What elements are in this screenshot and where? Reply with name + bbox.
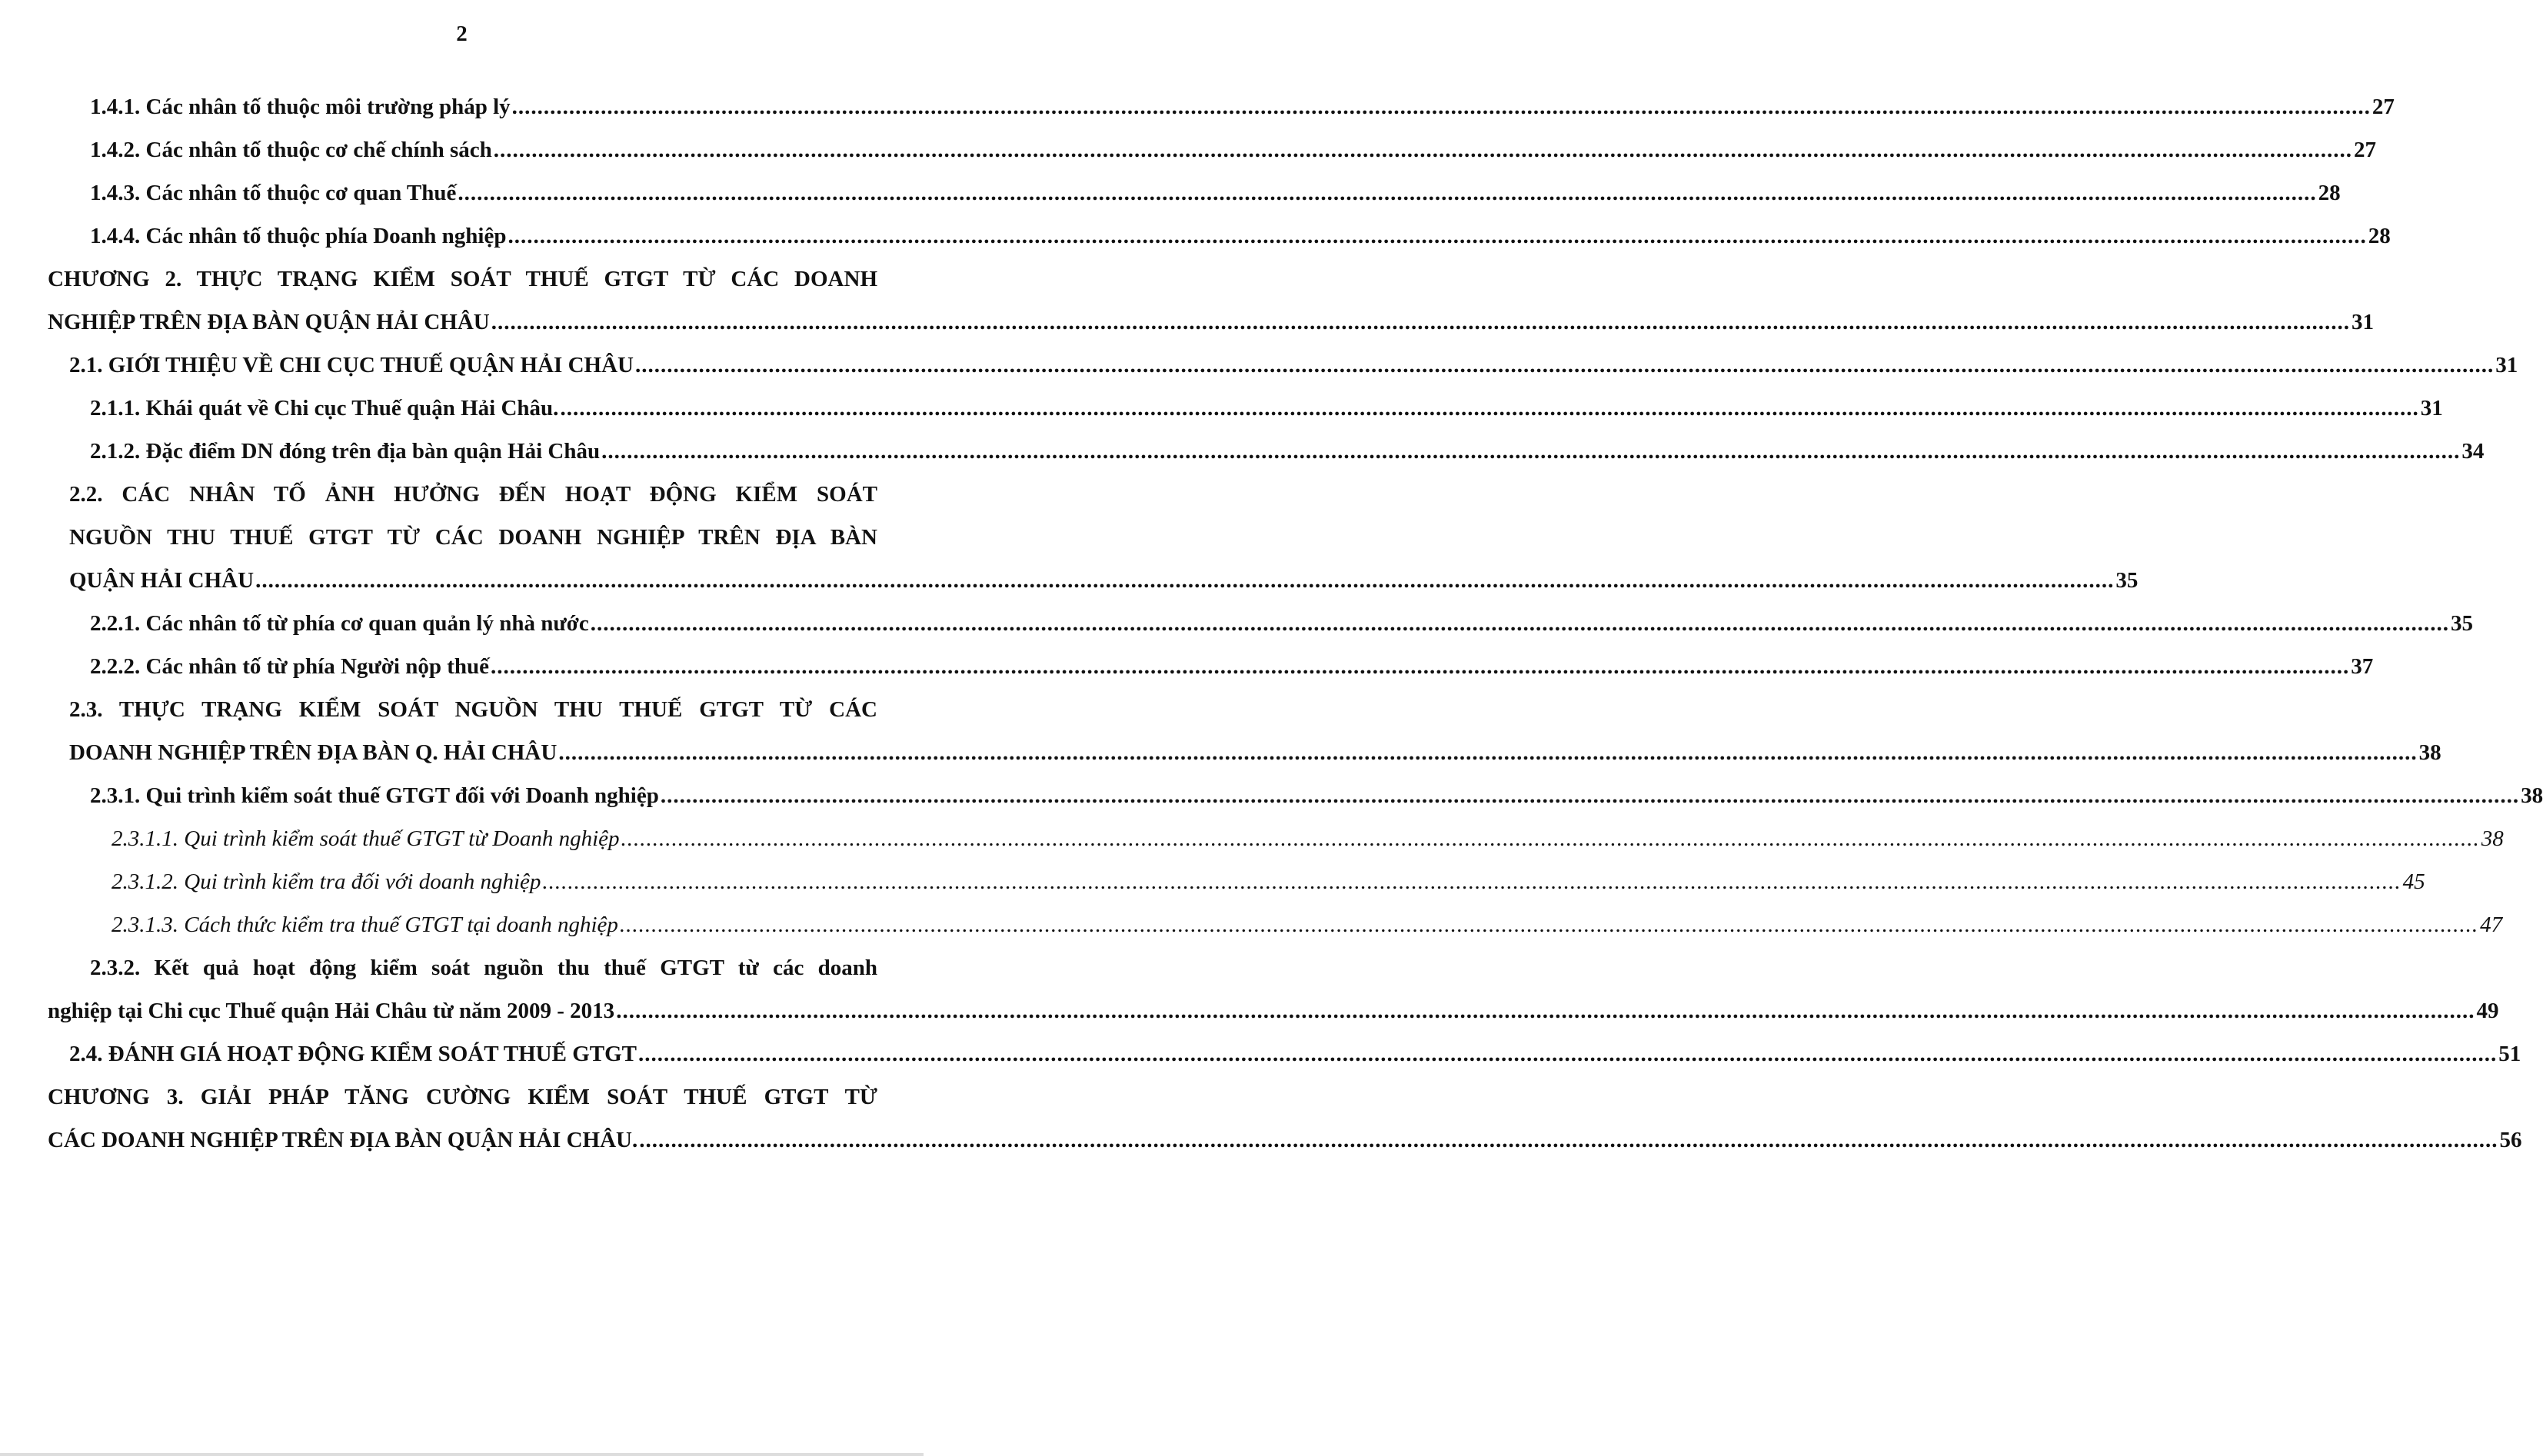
toc-entry-1-4-1[interactable] [90, 94, 2395, 120]
toc-entry-page: 31 [2351, 310, 2374, 334]
toc-entry-title: 2.3.1. Qui trình kiểm soát thuế GTGT đối với Doanh nghiệp [90, 783, 659, 808]
dot-leader: ..................................................................................................................................................................................................................................................................................................... [639, 1128, 2498, 1152]
toc-entry-title: 2.3.1.3. Cách thức kiểm tra thuế GTGT tại doanh nghiệp [112, 912, 618, 937]
toc-entry-title: 2.1.2. Đặc điểm DN đóng trên địa bàn quận Hải Châu [90, 439, 601, 464]
toc-entry-page: 31 [2495, 353, 2518, 377]
toc-entry-title-line1: 2.3.2. Kết quả hoạt động kiểm soát nguồn thu thuế GTGT từ các doanh [90, 956, 877, 980]
toc-entry-page: 49 [2476, 999, 2499, 1023]
toc-entry-2-4[interactable] [69, 1041, 2521, 1067]
toc-entry-page: 47 [2480, 912, 2503, 937]
toc-entry-title: 1.4.2. Các nhân tố thuộc cơ chế chính sách [90, 138, 492, 162]
toc-entry-2-3-1-3[interactable] [112, 912, 2503, 938]
toc-entry-page: 27 [2372, 95, 2395, 119]
dot-leader: ..................................................................................................................................................................................................................................................................................................... [490, 654, 2350, 679]
dot-leader: ..................................................................................................................................................................................................................................................................................................... [634, 353, 2495, 377]
toc-entry-title: 1.4.1. Các nhân tố thuộc môi trường pháp lý [90, 95, 511, 119]
toc-entry-title: DOANH NGHIỆP TRÊN ĐỊA BÀN Q. HẢI CHÂU [69, 740, 558, 765]
toc-entry-1-4-2[interactable] [90, 137, 2377, 163]
toc-entry-title-line2: NGUỒN THU THUẾ GTGT TỪ CÁC DOANH NGHIỆP TRÊN ĐỊA BÀN [69, 525, 877, 550]
toc-entry-1-4-4[interactable] [90, 223, 2391, 249]
dot-leader: ..................................................................................................................................................................................................................................................................................................... [638, 1042, 2498, 1066]
toc-entry-title: 2.1. GIỚI THIỆU VỀ CHI CỤC THUẾ QUẬN HẢI CHÂU [69, 353, 634, 377]
dot-leader: ..................................................................................................................................................................................................................................................................................................... [458, 181, 2317, 205]
toc-entry-title: 2.2.2. Các nhân tố từ phía Người nộp thuế [90, 654, 489, 679]
toc-entry-title: 2.2.1. Các nhân tố từ phía cơ quan quản lý nhà nước [90, 611, 589, 636]
toc-entry-chapter-3[interactable] [48, 1084, 2522, 1153]
toc-entry-page: 35 [2115, 568, 2139, 593]
toc-entry-page: 28 [2368, 224, 2391, 248]
toc-entry-page: 38 [2521, 783, 2543, 808]
toc-entry-1-4-3[interactable] [90, 180, 2341, 206]
toc-entry-title: nghiệp tại Chi cục Thuế quận Hải Châu từ năm 2009 - 2013 [48, 999, 615, 1023]
dot-leader: ..................................................................................................................................................................................................................................................................................................... [621, 826, 2480, 851]
toc-entry-page: 45 [2402, 869, 2425, 894]
toc-entry-page: 34 [2461, 439, 2485, 464]
dot-leader: ..................................................................................................................................................................................................................................................................................................... [255, 568, 2115, 593]
toc-entry-page: 56 [2499, 1128, 2522, 1152]
dot-leader: ..................................................................................................................................................................................................................................................................................................... [491, 310, 2350, 334]
toc-entry-page: 38 [2418, 740, 2441, 765]
dot-leader: ..................................................................................................................................................................................................................................................................................................... [508, 224, 2367, 248]
toc-entry-2-2[interactable] [69, 481, 2139, 593]
toc-entry-chapter-2[interactable] [48, 266, 2374, 335]
toc-entry-page: 37 [2351, 654, 2374, 679]
dot-leader: ..................................................................................................................................................................................................................................................................................................... [619, 912, 2479, 937]
toc-entry-2-3-1-2[interactable] [112, 869, 2425, 895]
toc-entry-2-1[interactable] [69, 352, 2518, 378]
toc-entry-title: 1.4.3. Các nhân tố thuộc cơ quan Thuế [90, 181, 457, 205]
toc-entry-title: 1.4.4. Các nhân tố thuộc phía Doanh nghiệp [90, 224, 507, 248]
dot-leader: ..................................................................................................................................................................................................................................................................................................... [660, 783, 2520, 808]
toc-entry-title: 2.4. ĐÁNH GIÁ HOẠT ĐỘNG KIỂM SOÁT THUẾ GTGT [69, 1042, 637, 1066]
toc-entry-2-1-2[interactable] [90, 438, 2485, 464]
dot-leader: ..................................................................................................................................................................................................................................................................................................... [542, 869, 2402, 894]
toc-entry-page: 31 [2420, 396, 2443, 421]
toc-entry-title: 2.3.1.1. Qui trình kiểm soát thuế GTGT từ Doanh nghiệp [112, 826, 620, 851]
toc-entry-page: 35 [2450, 611, 2473, 636]
toc-entry-title: 2.3.1.2. Qui trình kiểm tra đối với doanh nghiệp [112, 869, 541, 894]
dot-leader: ..................................................................................................................................................................................................................................................................................................... [616, 999, 2475, 1023]
toc-entry-2-1-1[interactable] [90, 395, 2443, 421]
toc-entry-title-line1: 2.3. THỰC TRẠNG KIỂM SOÁT NGUỒN THU THUẾ GTGT TỪ CÁC [69, 697, 877, 722]
toc-entry-2-3-1[interactable] [90, 783, 2543, 809]
toc-entry-title: 2.1.1. Khái quát về Chi cục Thuế quận Hải Châu. [90, 396, 559, 421]
toc-entry-2-3-1-1[interactable] [112, 826, 2504, 852]
page-number: 2 [456, 22, 468, 46]
toc-entry-title-line1: 2.2. CÁC NHÂN TỐ ẢNH HƯỞNG ĐẾN HOẠT ĐỘNG KIỂM SOÁT [69, 482, 877, 507]
dot-leader: ..................................................................................................................................................................................................................................................................................................... [558, 740, 2418, 765]
toc-entry-title: QUẬN HẢI CHÂU [69, 568, 255, 593]
page-bottom-edge [0, 1453, 924, 1456]
toc-entry-page: 51 [2498, 1042, 2521, 1066]
dot-leader: ..................................................................................................................................................................................................................................................................................................... [493, 138, 2353, 162]
toc-entry-2-2-2[interactable] [90, 653, 2374, 680]
toc-entry-title-line1: CHƯƠNG 3. GIẢI PHÁP TĂNG CƯỜNG KIỂM SOÁT THUẾ GTGT TỪ [48, 1085, 877, 1109]
toc-entry-title: NGHIỆP TRÊN ĐỊA BÀN QUẬN HẢI CHÂU [48, 310, 490, 334]
toc-entry-2-3-2[interactable] [48, 955, 2499, 1024]
toc-entry-title-line1: CHƯƠNG 2. THỰC TRẠNG KIỂM SOÁT THUẾ GTGT TỪ CÁC DOANH [48, 267, 877, 291]
toc-entry-page: 27 [2354, 138, 2377, 162]
toc-entry-page: 38 [2481, 826, 2504, 851]
dot-leader: ..................................................................................................................................................................................................................................................................................................... [511, 95, 2371, 119]
toc-entry-2-3[interactable] [69, 696, 2441, 766]
dot-leader: ..................................................................................................................................................................................................................................................................................................... [590, 611, 2449, 636]
dot-leader: ..................................................................................................................................................................................................................................................................................................... [601, 439, 2461, 464]
toc-entry-2-2-1[interactable] [90, 610, 2473, 637]
dot-leader: ..................................................................................................................................................................................................................................................................................................... [560, 396, 2419, 421]
toc-entry-title: CÁC DOANH NGHIỆP TRÊN ĐỊA BÀN QUẬN HẢI CHÂU. [48, 1128, 638, 1152]
toc-entry-page: 28 [2318, 181, 2341, 205]
